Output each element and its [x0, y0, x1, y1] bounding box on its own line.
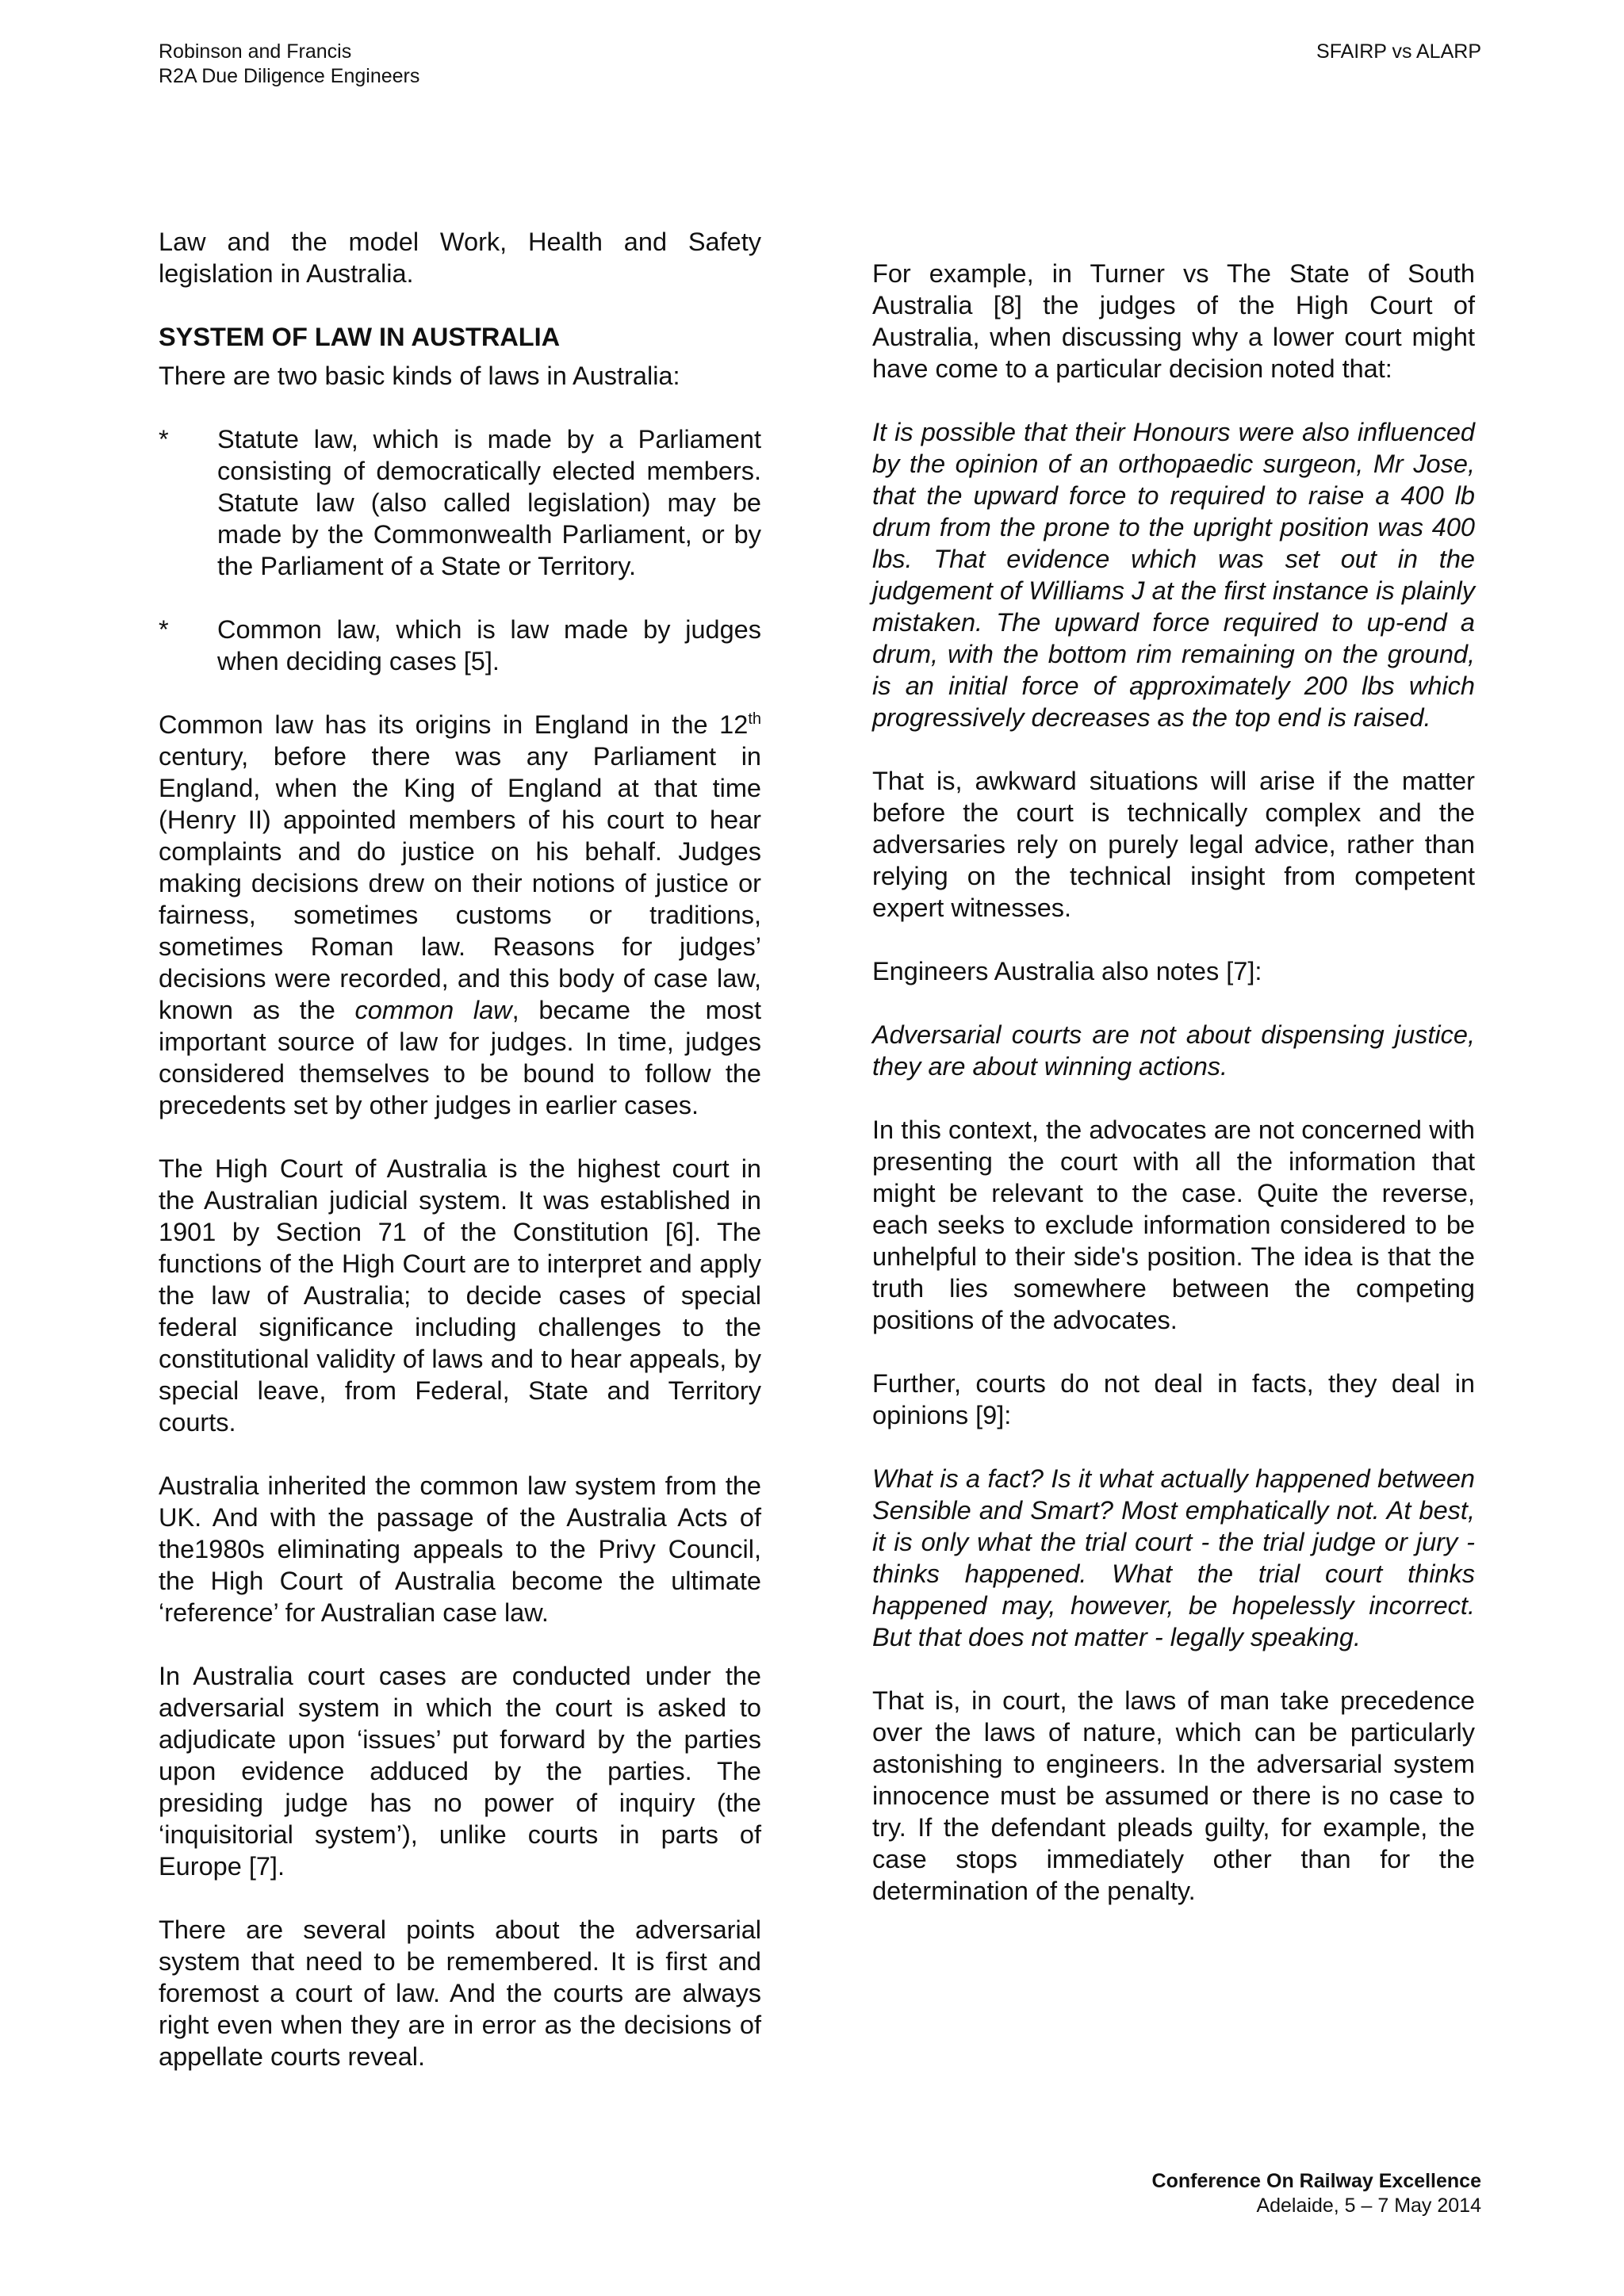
paragraph-intro-continuation: Law and the model Work, Health and Safety legislation in Australia. [159, 228, 761, 288]
right-column [872, 258, 1475, 1907]
paragraph-adversarial-system: In Australia court cases are conducted under the adversarial system in which the court is asked to adjudicate upon ‘issues’ put forward by the parties upon evidence adduced by the parties. The presiding judge has no power of inquiry (the ‘inquisitorial system’), unlike courts in parts of Europe [7]. [159, 1662, 761, 1881]
paragraph-advocates-context: In this context, the advocates are not concerned with presenting the court with all the information that might be relevant to the case. Quite the reverse, each seeks to exclude information considered to be unhelpful to their side's position. The idea is that the truth lies somewhere between the competing positions of the advocates. [872, 1115, 1475, 1334]
origin-emphasis: common law [354, 996, 512, 1024]
paragraph-awkward-situations: That is, awkward situations will arise if the matter before the court is technically complex and the adversaries rely on purely legal advice, rather than relying on the technical insight from competent expert witnesses. [872, 767, 1475, 922]
running-header-right [1316, 40, 1481, 64]
paragraph-turner-case: For example, in Turner vs The State of South Australia [8] the judges of the High Court of Australia, when discussing why a lower court might have come to a particular decision noted that: [872, 259, 1475, 383]
paragraph-courts-opinions: Further, courts do not deal in facts, they deal in opinions [9]: [872, 1369, 1475, 1429]
quote-turner-judgement: It is possible that their Honours were also influenced by the opinion of an orthopaedic surgeon, Mr Jose, that the upward force to required to raise a 400 lb drum from the prone to the upright position was 400 lbs. That evidence which was set out in the judgement of Williams J at the first instance is plainly mistaken. The upward force required to up-end a drum, with the bottom rim remaining on the ground, is an initial force of approximately 200 lbs which progressively decreases as the top end is raised. [872, 418, 1475, 732]
bullet-statute-text: Statute law, which is made by a Parliament consisting of democratically elected members. Statute law (also called legislation) may be made by the Commonwealth Parliament, or by the Parliament of a State or Territory. [217, 425, 761, 580]
paragraph-points-to-remember: There are several points about the adversarial system that need to be remembered. It is first and foremost a court of law. And the courts are always right even when they are in error as the decisions of appellate courts reveal. [159, 1915, 761, 2071]
paragraph-common-law-origin [159, 709, 761, 1121]
quote-what-is-a-fact: What is a fact? Is it what actually happened between Sensible and Smart? Most emphatically not. At best, it is only what the trial court - the trial judge or jury - thinks happened. What the trial court thinks happened may, however, be hopelessly incorrect. But that does not matter - legally speaking. [872, 1464, 1475, 1651]
section-heading-system-of-law: SYSTEM OF LAW IN AUSTRALIA [159, 323, 561, 351]
origin-text-a: Common law has its origins in England in the 12 [159, 710, 749, 739]
bullet-common-text: Common law, which is law made by judges when deciding cases [5]. [217, 615, 761, 675]
bullet-marker: * [159, 425, 169, 453]
running-header-left [159, 40, 419, 89]
header-authors: Robinson and Francis [159, 40, 352, 63]
origin-text-c: , became the most important source of law for judges. In time, judges considered themselves to be bound to follow the precedents set by other judges in earlier cases. [159, 996, 761, 1119]
header-organisation: R2A Due Diligence Engineers [159, 65, 420, 87]
left-column [159, 226, 761, 2072]
footer-location-date: Adelaide, 5 – 7 May 2014 [1256, 2195, 1481, 2217]
ordinal-superscript: th [748, 710, 761, 729]
paragraph-laws-of-man: That is, in court, the laws of man take precedence over the laws of nature, which can be particularly astonishing to engineers. In the adversarial system innocence must be assumed or there is no case to try. If the defendant pleads guilty, for example, the case stops immediately other than for the determination of the penalty. [872, 1686, 1475, 1905]
bullet-marker: * [159, 615, 169, 644]
quote-adversarial-courts: Adversarial courts are not about dispensing justice, they are about winning actions. [872, 1020, 1475, 1081]
footer-conference-name: Conference On Railway Excellence [1151, 2170, 1481, 2192]
page-footer [1152, 2169, 1481, 2218]
header-paper-title: SFAIRP vs ALARP [1316, 40, 1481, 63]
paragraph-two-kinds-of-law: There are two basic kinds of laws in Australia: [159, 362, 680, 390]
paragraph-engineers-australia: Engineers Australia also notes [7]: [872, 957, 1262, 985]
paragraph-inherited-system: Australia inherited the common law system from the UK. And with the passage of the Australia Acts of the1980s eliminating appeals to the Privy Council, the High Court of Australia become the ultimate ‘reference’ for Australian case law. [159, 1471, 761, 1627]
bullet-common-law [159, 614, 761, 677]
origin-text-b: century, before there was any Parliament in England, when the King of England at that time (Henry II) appointed members of his court to hear complaints and do justice on his behalf. Judges making decisions drew on their notions of justice or fairness, sometimes customs or traditions, sometimes Roman law. Reasons for judges’ decisions were recorded, and this body of case law, known as the [159, 742, 761, 1024]
paragraph-high-court: The High Court of Australia is the highest court in the Australian judicial system. It was established in 1901 by Section 71 of the Constitution [6]. The functions of the High Court are to interpret and apply the law of Australia; to decide cases of special federal significance including challenges to the constitutional validity of laws and to hear appeals, by special leave, from Federal, State and Territory courts. [159, 1154, 761, 1437]
bullet-statute-law [159, 423, 761, 582]
